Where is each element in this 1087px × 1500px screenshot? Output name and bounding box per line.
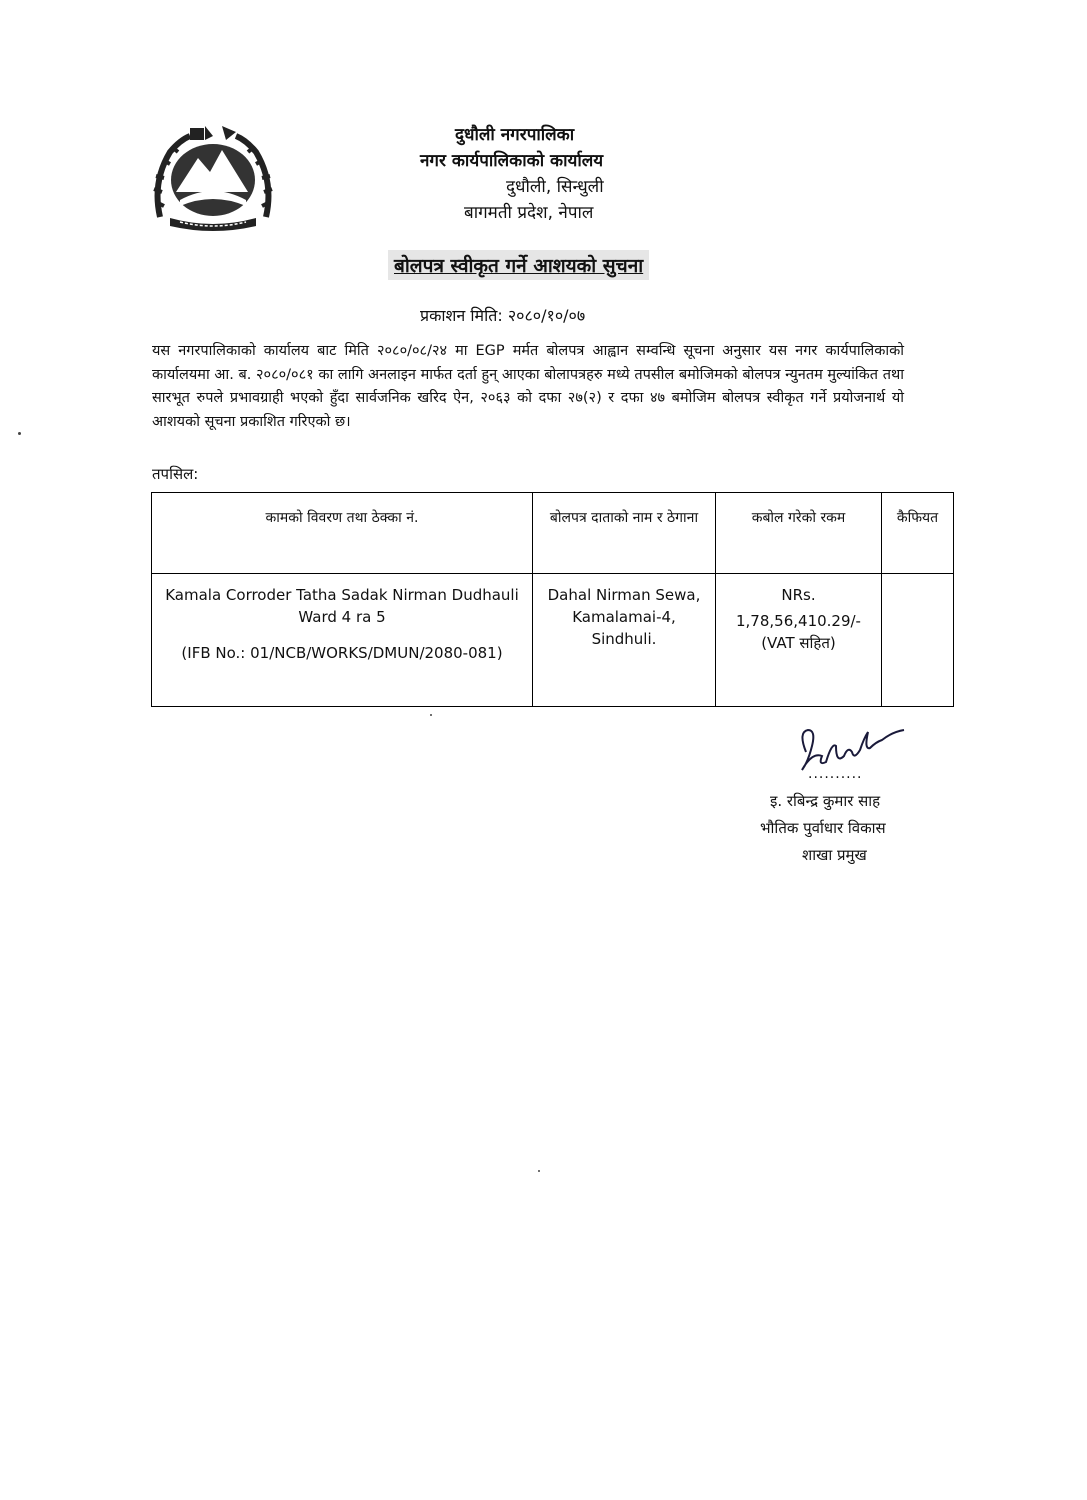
amount-value: 1,78,56,410.29/- xyxy=(736,612,861,630)
table-row xyxy=(152,574,954,707)
scan-speck xyxy=(538,1170,540,1172)
table-header-row xyxy=(152,493,954,574)
office-location: दुधौली, सिन्धुली xyxy=(506,177,604,197)
header-amount: कबोल गरेको रकम xyxy=(716,493,882,574)
amount-note: (VAT सहित) xyxy=(761,634,836,652)
letterhead xyxy=(400,122,680,226)
cell-remarks xyxy=(882,574,954,707)
bid-table xyxy=(151,492,954,707)
schedule-label: तपसिल: xyxy=(152,465,199,483)
signatory-designation: भौतिक पुर्वाधार विकास xyxy=(760,819,886,837)
office-province: बागमती प्रदेश, नेपाल xyxy=(464,203,594,223)
amount-currency: NRs. xyxy=(781,586,816,604)
cell-bidder: Dahal Nirman Sewa, Kamalamai-4, Sindhuli. xyxy=(533,574,716,707)
signatory-section: शाखा प्रमुख xyxy=(802,846,867,864)
header-bidder: बोलपत्र दाताको नाम र ठेगाना xyxy=(533,493,716,574)
scan-speck xyxy=(430,714,432,716)
signatory-block xyxy=(760,788,886,869)
cell-work xyxy=(152,574,533,707)
nepal-government-emblem-icon xyxy=(150,122,276,234)
municipality-name: दुधौली नगरपालिका xyxy=(455,125,575,145)
signatory-name: इ. रबिन्द्र कुमार साह xyxy=(770,792,881,810)
notice-title: बोलपत्र स्वीकृत गर्ने आशयको सुचना xyxy=(388,250,649,280)
office-name: नगर कार्यपालिकाको कार्यालय xyxy=(420,151,604,171)
ifb-number: (IFB No.: 01/NCB/WORKS/DMUN/2080-081) xyxy=(181,644,503,662)
cell-amount xyxy=(716,574,882,707)
header-work-description: कामको विवरण तथा ठेक्का नं. xyxy=(152,493,533,574)
scan-speck xyxy=(18,432,21,435)
notice-body: यस नगरपालिकाको कार्यालय बाट मिति २०८०/०८/२४ मा EGP मर्मत बोलपत्र आह्वान सम्वन्धि सूचना अनुसार यस नगर कार्यपालिकाको कार्यालयमा आ. ब. २०८०/०८१ का लागि अनलाइन मार्फत दर्ता हुन् आएका बोलापत्रहरु मध्ये तपसील बमोजिमको बोलपत्र न्युनतम मुल्यांकित तथा सारभूत रुपले प्रभावग्राही भएको हुँदा सार्वजनिक खरिद ऐन, २०६३ को दफा २७(२) र दफा ४७ बमोजिम बोलपत्र स्वीकृत गर्ने प्रयोजनार्थ यो आशयको सूचना प्रकाशित गरिएको छ। xyxy=(152,343,904,430)
publication-date: प्रकाशन मिति: २०८०/१०/०७ xyxy=(420,306,586,325)
signature-line: .......... xyxy=(808,766,863,782)
work-title: Kamala Corroder Tatha Sadak Nirman Dudhauli Ward 4 ra 5 xyxy=(165,586,519,626)
header-remarks: कैफियत xyxy=(882,493,954,574)
